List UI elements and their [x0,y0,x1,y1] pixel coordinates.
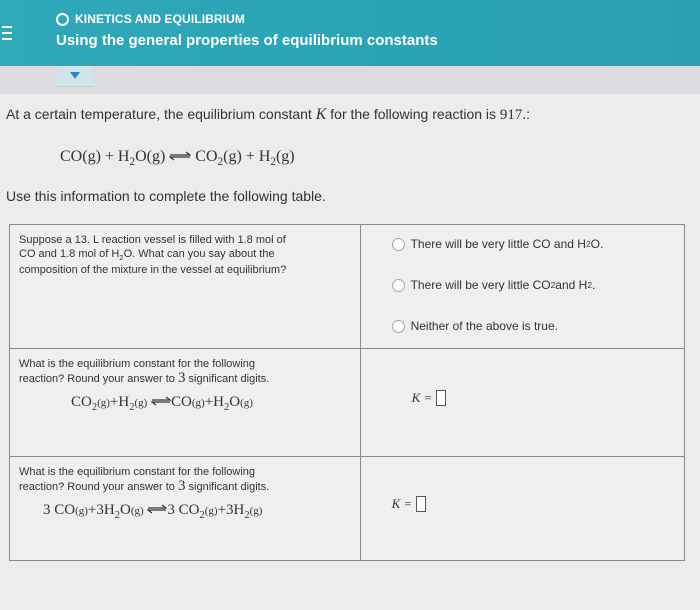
menu-icon[interactable] [2,26,12,42]
intro-text [6,106,530,124]
question-text: Suppose a 13. L reaction vessel is filled with 1.8 mol of CO and 1.8 mol of $H_2O$. What can you say about the composition of the mixture in the vessel at equilibrium? [19,234,287,277]
topic-circle-icon [56,13,69,26]
page-title: Using the general properties of equilibrium constants [56,32,438,49]
intro-part: At a certain temperature, the equilibrium constant [6,106,316,122]
option-neither[interactable]: Neither of the above is true. [392,316,683,336]
k-answer-line: K = [362,458,683,512]
collapse-toggle[interactable] [57,66,93,87]
question-cell [10,225,361,349]
option-little-co-h2o[interactable]: There will be very little CO and H 2 O. [392,234,683,254]
k-answer-input[interactable] [416,496,426,512]
chevron-down-icon [70,72,80,79]
k-answer-input[interactable] [436,390,446,406]
table-row [10,457,685,561]
intro-part: for the following reaction is [326,106,500,122]
question-text: What is the equilibrium constant for the following reaction? Round your answer to 3 significant digits. 3 $CO(g)+3H_2O(g)$ 3 $CO_2(g)+3H_2(g)$ [11,458,359,523]
question-text: What is the equilibrium constant for the following reaction? Round your answer to 3 significant digits. $CO_2(g)+H_2(g)$ $CO(g)+H_2O(g)$ [11,350,359,415]
intro-suffix: : [526,106,531,122]
equilibrium-arrow-icon [147,504,167,514]
answer-cell [360,349,684,457]
answer-cell [360,457,684,561]
topic-row [56,12,245,26]
main-reaction: $CO(g) + H_2O(g) CO_2(g) + H_2(g)$ [60,148,295,169]
topic-label: KINETICS AND EQUILIBRIUM [75,12,245,26]
question-cell [10,457,361,561]
reaction-2: $CO_2(g)+H_2(g)$ $CO(g)+H_2O(g)$ [71,394,253,413]
header-bar [0,0,700,66]
reaction-3: 3 $CO(g)+3H_2O(g)$ 3 $CO_2(g)+3H_2(g)$ [43,502,263,521]
k-answer-line: K = [362,350,683,406]
question-table [9,224,685,561]
table-row [10,349,685,457]
radio-button[interactable] [392,279,405,292]
option-little-co2-h2[interactable]: There will be very little CO 2 and H 2 . [392,275,683,295]
k-symbol: K [315,106,327,123]
subbar [0,66,700,94]
instructions: Use this information to complete the following table. [6,188,326,204]
radio-button[interactable] [392,238,405,251]
equilibrium-arrow-icon [151,396,171,406]
answer-cell [360,225,684,349]
k-value: 917. [499,107,527,123]
equilibrium-arrow-icon [169,151,191,161]
radio-button[interactable] [392,320,405,333]
question-cell [10,349,361,457]
table-row [10,225,685,349]
